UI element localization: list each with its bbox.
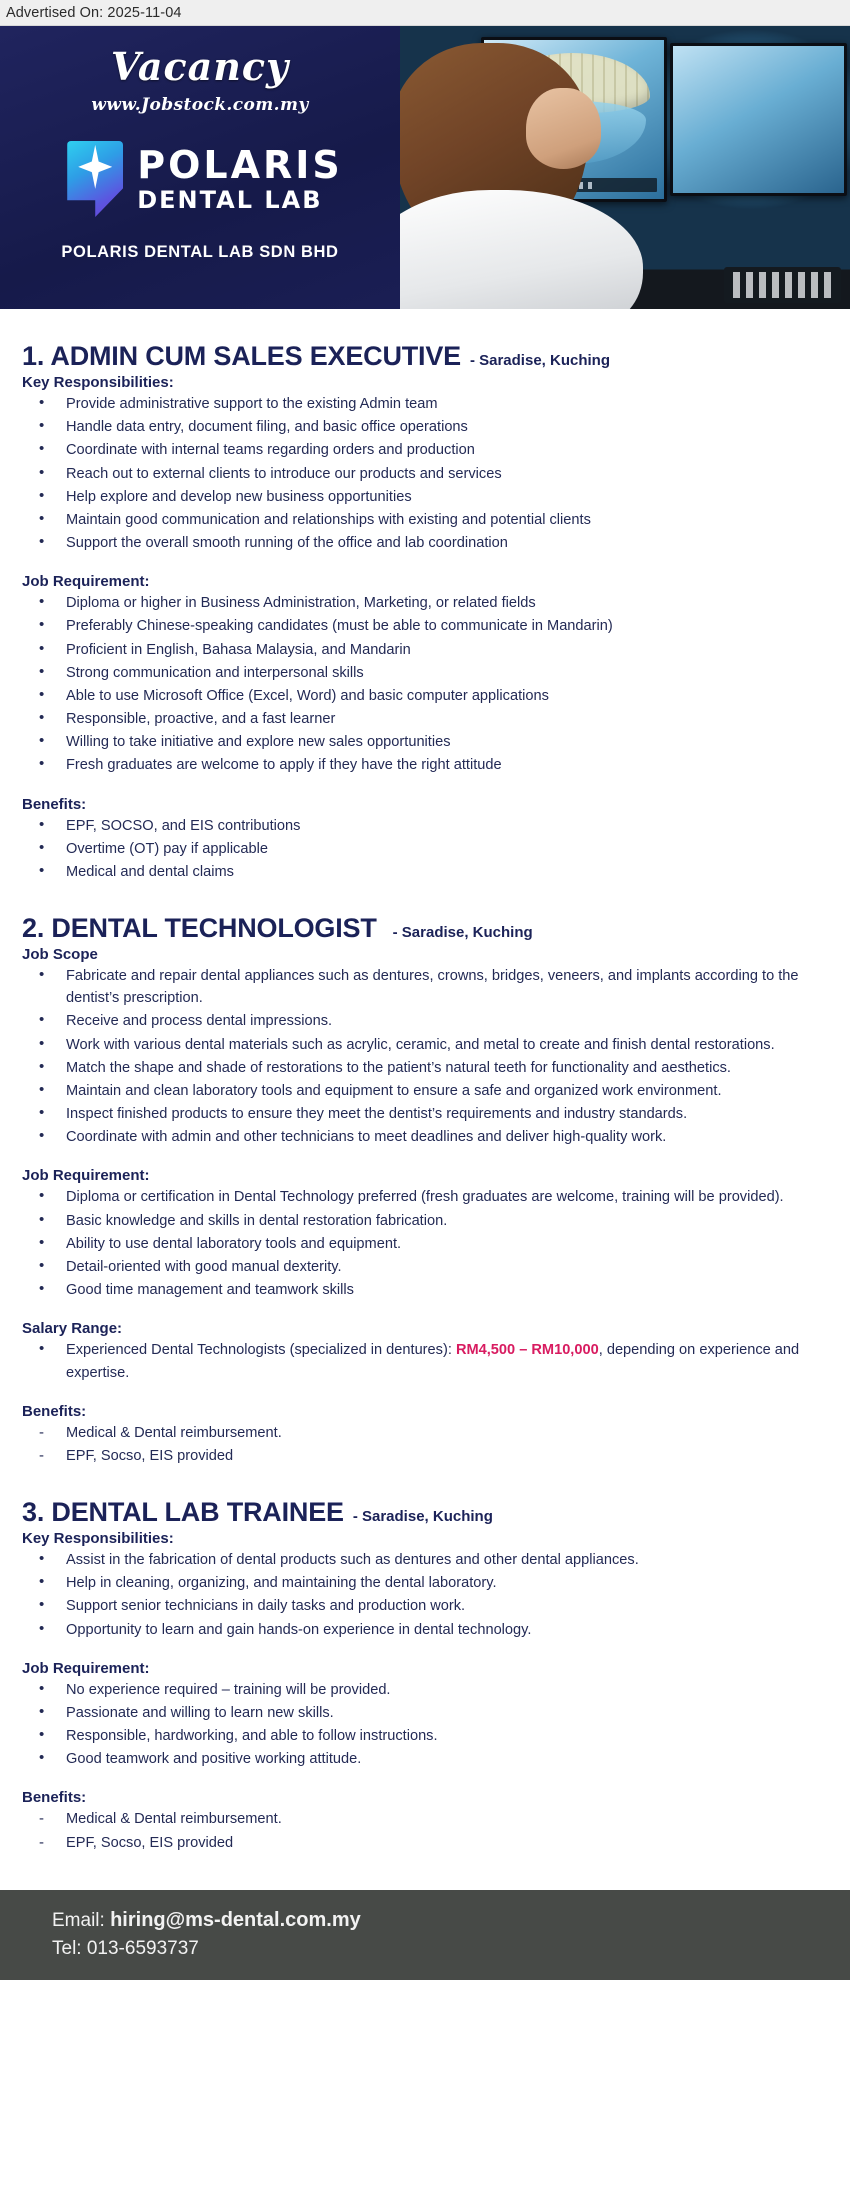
tel-label: Tel: xyxy=(52,1937,87,1959)
job-1-benefits-label: Benefits: xyxy=(22,795,87,813)
list-item: - Medical & Dental reimbursement. xyxy=(22,1808,828,1830)
footer-tel-line xyxy=(52,1935,850,1963)
list-item: • Inspect finished products to ensure they meet the dentist’s requirements and industry standards. xyxy=(22,1103,828,1125)
list-item: • Coordinate with admin and other technicians to meet deadlines and deliver high-quality work. xyxy=(22,1126,828,1148)
job-2-scope-label: Job Scope xyxy=(22,946,98,964)
banner-left-panel xyxy=(0,26,400,309)
job-2-scope-list xyxy=(22,965,828,1148)
job-3-benefits-list xyxy=(22,1808,828,1853)
email-label: Email: xyxy=(52,1909,111,1931)
list-item: • Coordinate with internal teams regarding orders and production xyxy=(22,439,828,461)
list-item: • Support senior technicians in daily tasks and production work. xyxy=(22,1595,828,1617)
list-item: • Fabricate and repair dental appliances such as dentures, crowns, bridges, veneers, and implants according to the dentist’s prescription. xyxy=(22,965,828,1009)
logo-title: POLARIS xyxy=(137,143,343,187)
job-1-heading xyxy=(22,341,828,372)
polaris-star-logo-icon xyxy=(67,141,123,217)
job-2-title: 2. DENTAL TECHNOLOGIST xyxy=(22,913,377,944)
list-item: • Maintain and clean laboratory tools and equipment to ensure a safe and organized work environment. xyxy=(22,1080,828,1102)
list-item: • EPF, SOCSO, and EIS contributions xyxy=(22,815,828,837)
job-3-responsibilities-list xyxy=(22,1549,828,1641)
jobstock-url: www.Jobstock.com.my xyxy=(91,95,309,115)
job-2-benefits-list xyxy=(22,1422,828,1467)
tel-number[interactable]: 013-6593737 xyxy=(86,1937,199,1959)
list-item: • Detail-oriented with good manual dexterity. xyxy=(22,1256,828,1278)
job-1-location: - Saradise, Kuching xyxy=(469,352,610,369)
job-1-title: 1. ADMIN CUM SALES EXECUTIVE xyxy=(22,341,461,371)
list-item: • Diploma or certification in Dental Technology preferred (fresh graduates are welcome, training will be provided). xyxy=(22,1186,828,1208)
list-item: • Maintain good communication and relationships with existing and potential clients xyxy=(22,509,828,531)
job-1-benefits-list xyxy=(22,815,828,884)
job-3-title: 3. DENTAL LAB TRAINEE xyxy=(22,1497,344,1528)
list-item: • Medical and dental claims xyxy=(22,861,828,883)
logo-subtitle: DENTAL LAB xyxy=(137,186,323,214)
job-2-benefits-label: Benefits: xyxy=(22,1402,87,1420)
technician-face xyxy=(526,88,601,170)
salary-amount: RM4,500 – RM10,000 xyxy=(455,1342,599,1359)
job-listings xyxy=(0,309,850,1868)
list-item: • Basic knowledge and skills in dental restoration fabrication. xyxy=(22,1210,828,1232)
list-item: • Overtime (OT) pay if applicable xyxy=(22,838,828,860)
vacancy-title: Vacancy xyxy=(110,44,290,89)
list-item: • Help explore and develop new business opportunities xyxy=(22,486,828,508)
list-item: • Proficient in English, Bahasa Malaysia, and Mandarin xyxy=(22,639,828,661)
job-3-requirements-list xyxy=(22,1679,828,1771)
list-item: • Support the overall smooth running of the office and lab coordination xyxy=(22,532,828,554)
list-item: • Handle data entry, document filing, and basic office operations xyxy=(22,416,828,438)
job-3-benefits-label: Benefits: xyxy=(22,1789,87,1807)
job-2-salary-list xyxy=(22,1339,828,1383)
list-item: • Strong communication and interpersonal skills xyxy=(22,662,828,684)
job-3-heading xyxy=(22,1497,828,1528)
job-2-requirements-list xyxy=(22,1186,828,1301)
job-1-responsibilities-list xyxy=(22,393,828,554)
list-item: - EPF, Socso, EIS provided xyxy=(22,1445,828,1467)
email-address[interactable]: hiring@ms-dental.com.my xyxy=(110,1908,361,1931)
job-2-location: - Saradise, Kuching xyxy=(392,924,533,942)
list-item: - EPF, Socso, EIS provided xyxy=(22,1832,828,1854)
list-item: • Opportunity to learn and gain hands-on experience in dental technology. xyxy=(22,1619,828,1641)
salary-suffix: , depending on experience and expertise. xyxy=(66,1342,800,1381)
company-banner xyxy=(0,26,850,309)
list-item xyxy=(22,1339,828,1383)
job-3-requirement-label: Job Requirement: xyxy=(22,1659,150,1677)
list-item: • Good teamwork and positive working attitude. xyxy=(22,1748,828,1770)
advertised-on-bar xyxy=(0,0,850,26)
contact-footer xyxy=(0,1890,850,1981)
list-item: - Medical & Dental reimbursement. xyxy=(22,1422,828,1444)
job-3-responsibilities-label: Key Responsibilities: xyxy=(22,1530,174,1548)
job-listing-1 xyxy=(22,341,828,883)
list-item: • No experience required – training will be provided. xyxy=(22,1679,828,1701)
list-item: • Match the shape and shade of restorations to the patient’s natural teeth for functionality and aesthetics. xyxy=(22,1057,828,1079)
list-item: • Ability to use dental laboratory tools and equipment. xyxy=(22,1233,828,1255)
list-item: • Provide administrative support to the existing Admin team xyxy=(22,393,828,415)
list-item: • Good time management and teamwork skills xyxy=(22,1279,828,1301)
list-item: • Assist in the fabrication of dental products such as dentures and other dental appliances. xyxy=(22,1549,828,1571)
job-1-responsibilities-label: Key Responsibilities: xyxy=(22,374,174,391)
list-item: • Fresh graduates are welcome to apply if they have the right attitude xyxy=(22,754,828,776)
dental-technician-photo xyxy=(400,26,850,309)
list-item: • Passionate and willing to learn new skills. xyxy=(22,1702,828,1724)
list-item: • Help in cleaning, organizing, and maintaining the dental laboratory. xyxy=(22,1572,828,1594)
job-2-heading xyxy=(22,913,828,944)
job-1-requirements-list xyxy=(22,592,828,776)
list-item: • Responsible, proactive, and a fast learner xyxy=(22,708,828,730)
salary-prefix: Experienced Dental Technologists (specialized in dentures): xyxy=(66,1342,456,1359)
list-item: • Reach out to external clients to introduce our products and services xyxy=(22,463,828,485)
list-item: • Preferably Chinese-speaking candidates (must be able to communicate in Mandarin) xyxy=(22,615,828,637)
footer-email-line xyxy=(52,1906,850,1935)
list-item: • Responsible, hardworking, and able to follow instructions. xyxy=(22,1725,828,1747)
job-2-requirement-label: Job Requirement: xyxy=(22,1167,150,1185)
list-item: • Able to use Microsoft Office (Excel, Word) and basic computer applications xyxy=(22,685,828,707)
company-logo xyxy=(0,141,400,217)
list-item: • Willing to take initiative and explore new sales opportunities xyxy=(22,731,828,753)
job-listing-3 xyxy=(22,1497,828,1854)
list-item: • Receive and process dental impressions. xyxy=(22,1010,828,1032)
job-listing-2 xyxy=(22,913,828,1467)
keyboard-icon xyxy=(724,267,841,304)
advertised-on-text: Advertised On: 2025-11-04 xyxy=(6,4,182,21)
logo-wordmark xyxy=(137,143,343,214)
technician-lab-coat xyxy=(400,190,643,309)
list-item: • Work with various dental materials such as acrylic, ceramic, and metal to create and finish dental restorations. xyxy=(22,1034,828,1056)
list-item: • Diploma or higher in Business Administration, Marketing, or related fields xyxy=(22,592,828,614)
job-1-requirement-label: Job Requirement: xyxy=(22,573,150,591)
job-2-salary-label: Salary Range: xyxy=(22,1320,123,1338)
company-name: POLARIS DENTAL LAB SDN BHD xyxy=(61,243,339,261)
job-3-location: - Saradise, Kuching xyxy=(352,1508,493,1526)
monitor-right-icon xyxy=(670,43,847,196)
banner-photo xyxy=(400,26,850,309)
